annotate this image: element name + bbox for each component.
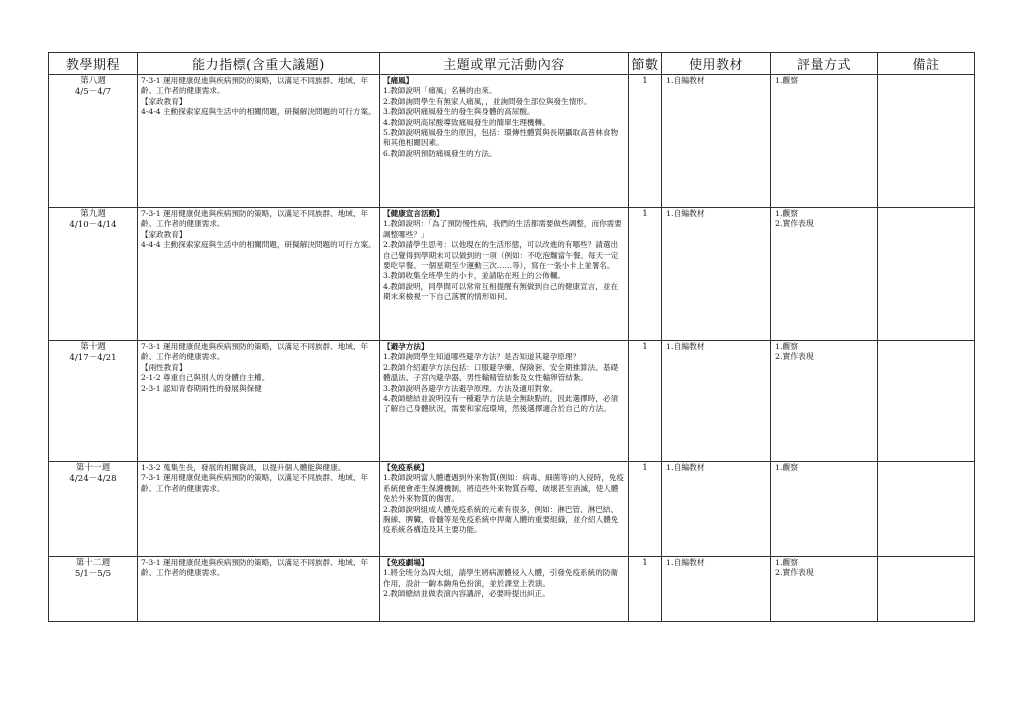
indicators-cell: [138, 208, 380, 341]
content-cell: [380, 208, 629, 341]
header-indicators: 能力指標(含重大議題): [138, 53, 380, 75]
content-line: 3.教師收集全班學生的小卡，並請貼在班上的公佈欄。: [383, 271, 565, 281]
week-dates: 4/10－4/14: [69, 220, 117, 230]
indicator-line: 7-3-1 運用健康促進與疾病預防的策略，以滿足不同族群、地域、年齡、工作者的健康需求。: [141, 209, 369, 229]
content-line: 4.教師說明，同學間可以常常互相提醒有無做到自己的健康宣言，並在期末來檢視一下自己落實的情形如何。: [383, 281, 619, 302]
material-item: 1.自編教材: [666, 209, 705, 218]
periods-cell: 1: [629, 75, 662, 208]
week-cell: [49, 462, 138, 557]
indicator-line: 2-3-1 認知青春期兩性的發展與保健: [141, 383, 262, 393]
content-cell: [380, 462, 629, 557]
content-line: 5.教師說明痛風發生的原因，包括：環傳性體質與長期攝取高普林食物和其他相關因素。: [383, 128, 619, 148]
content-line: 2.教師介紹避孕方法包括：口服避孕藥、保險套、安全期推算法、基礎體溫法、子宮內避孕器、男性輸精管結紮及女性輸卵管結紮。: [383, 362, 619, 383]
notes-cell: [878, 75, 975, 208]
indicator-line: 7-3-1 運用健康促進與疾病預防的策略，以滿足不同族群、地域、年齡、工作者的健康需求。: [141, 558, 369, 578]
indicators-cell: [138, 341, 380, 462]
content-line: 3.教師說明各避孕方法避孕原理、方法及適用對象。: [383, 383, 558, 393]
periods-cell: 1: [629, 557, 662, 622]
indicator-line: 2-1-2 尊重自己與別人的身體自主權。: [141, 373, 270, 383]
indicator-line: 4-4-4 主動探索家庭與生活中的相關問題，研擬解決問題的可行方案。: [141, 240, 376, 250]
content-line: 2.教師說明組成人體免疫系統的元素有很多，例如：淋巴管、淋巴結、胸線、脾臟、骨髓等是免疫系統中捍衛人體的重要組織，並介紹人體免疫系統各構造及其主要功能。: [383, 504, 619, 535]
content-cell: [380, 557, 629, 622]
header-schedule: 教學期程: [49, 53, 138, 75]
week-label: 第十二週: [75, 558, 111, 568]
content-title: 【痛風】: [383, 76, 414, 85]
evaluation-cell: [771, 75, 878, 208]
notes-cell: [878, 462, 975, 557]
content-cell: [380, 75, 629, 208]
table-row: [49, 208, 975, 341]
content-line: 1.教師說明當人體遭遇到外來物質(例如：病毒、細菌等)的入侵時，免疫系統便會產生保護機制，將這些外來物質吞噬、破壞甚至消滅，使人體免於外來物質的傷害。: [383, 473, 624, 504]
week-cell: [49, 75, 138, 208]
lesson-plan-table: [48, 52, 975, 622]
content-title: 【避孕方法】: [383, 342, 429, 351]
evaluation-item: 2.實作表現: [775, 352, 814, 362]
table-row: [49, 557, 975, 622]
header-periods: 節數: [629, 53, 662, 75]
content-line: 6.教師說明預防痛風發生的方法。: [383, 148, 497, 158]
material-item: 1.自編教材: [666, 463, 705, 472]
evaluation-item: 2.實作表現: [775, 568, 814, 578]
week-label: 第八週: [80, 76, 106, 86]
periods-cell: 1: [629, 208, 662, 341]
indicators-cell: [138, 75, 380, 208]
header-row: [49, 53, 975, 75]
content-line: 4.教師說明高尿酸導致痛風發生的簡單生理機轉。: [383, 117, 550, 127]
evaluation-cell: [771, 462, 878, 557]
content-line: 1.教師詢問學生知道哪些避孕方法？是否知道其避孕原理？: [383, 352, 581, 362]
evaluation-item: 1.觀察: [775, 558, 799, 567]
evaluation-item: 1.觀察: [775, 76, 799, 85]
week-dates: 5/1－5/5: [74, 569, 112, 579]
content-line: 2.教師詢問學生有無家人痛風，，並詢問發生部位與發生情形。: [383, 96, 592, 106]
evaluation-cell: [771, 208, 878, 341]
content-title: 【免疫系統】: [383, 463, 429, 472]
material-item: 1.自編教材: [666, 76, 705, 85]
materials-cell: [662, 75, 771, 208]
evaluation-item: 1.觀察: [775, 342, 799, 351]
week-dates: 4/24－4/28: [69, 474, 117, 484]
notes-cell: [878, 341, 975, 462]
week-label: 第十週: [80, 342, 106, 352]
evaluation-cell: [771, 341, 878, 462]
content-line: 1.教師說明：「為了預防慢性病，我們的生活都需要做些調整，而你需要調整哪些？」: [383, 219, 622, 239]
notes-cell: [878, 557, 975, 622]
header-materials: 使用教材: [662, 53, 771, 75]
content-cell: [380, 341, 629, 462]
header-evaluation: 評量方式: [771, 53, 878, 75]
content-line: 2.教師總結並做表演內容講評，必要時提出糾正。: [383, 589, 550, 599]
periods-cell: 1: [629, 341, 662, 462]
indicators-cell: [138, 462, 380, 557]
indicator-line: 【家政教育】: [141, 96, 187, 106]
content-line: 3.教師說明痛風發生的發生與身體的高尿酸。: [383, 107, 535, 117]
periods-cell: 1: [629, 462, 662, 557]
indicator-line: 【家政教育】: [141, 229, 187, 239]
week-label: 第九週: [80, 209, 106, 219]
week-cell: [49, 341, 138, 462]
table-row: [49, 462, 975, 557]
week-cell: [49, 557, 138, 622]
indicator-line: 1-3-2 蒐集生長，發展的相關資訊，以提升個人體能與健康。: [141, 463, 346, 472]
materials-cell: [662, 341, 771, 462]
indicators-cell: [138, 557, 380, 622]
evaluation-cell: [771, 557, 878, 622]
indicator-line: 7-3-1 運用健康促進與疾病預防的策略，以滿足不同族群、地域、年齡、工作者的健康需求。: [141, 473, 369, 493]
indicator-line: 7-3-1 運用健康促進與疾病預防的策略，以滿足不同族群、地域、年齡、工作者的健康需求。: [141, 342, 369, 362]
materials-cell: [662, 462, 771, 557]
header-notes: 備註: [878, 53, 975, 75]
header-content: 主題或單元活動內容: [380, 53, 629, 75]
week-dates: 4/17－4/21: [69, 353, 117, 363]
notes-cell: [878, 208, 975, 341]
indicator-line: 【兩性教育】: [141, 362, 187, 372]
week-dates: 4/5－4/7: [74, 87, 112, 97]
material-item: 1.自編教材: [666, 558, 705, 567]
indicator-line: 7-3-1 運用健康促進與疾病預防的策略，以滿足不同族群、地域、年齡、工作者的健康需求。: [141, 76, 369, 96]
evaluation-item: 1.觀察: [775, 209, 799, 218]
content-line: 1.將全班分為四大組，請學生將病源體侵入人體，引發免疫系統的防衛作用，設計一齣本齣角色扮演，並於課堂上表演。: [383, 568, 619, 588]
material-item: 1.自編教材: [666, 342, 705, 351]
materials-cell: [662, 557, 771, 622]
week-label: 第十一週: [75, 463, 111, 473]
table-row: [49, 341, 975, 462]
evaluation-item: 2.實作表現: [775, 219, 814, 229]
table-row: [49, 75, 975, 208]
content-line: 4.教師總結並說明沒有一種避孕方法是全無缺點的，因此選擇時，必須了解自己身體狀況，需要和家庭環境，然後選擇適合於自己的方法。: [383, 394, 619, 414]
content-title: 【免疫劇場】: [383, 558, 429, 567]
content-title: 【健康宣言活動】: [383, 209, 444, 218]
indicator-line: 4-4-4 主動探索家庭與生活中的相關問題，研擬解決問題的可行方案。: [141, 107, 376, 117]
content-line: 2.教師請學生思考：以他現在的生活形態，可以改進的有哪些？請選出自己覺得到學期末可以做到的一項（例如：不吃泡麵當午餐、每天一定要吃早餐、一個星期至少運動三次……等），寫在一張小卡上並署名。: [383, 240, 619, 271]
content-line: 1.教師說明「痛風」名稱的由來。: [383, 86, 497, 96]
week-cell: [49, 208, 138, 341]
materials-cell: [662, 208, 771, 341]
evaluation-item: 1.觀察: [775, 463, 799, 472]
